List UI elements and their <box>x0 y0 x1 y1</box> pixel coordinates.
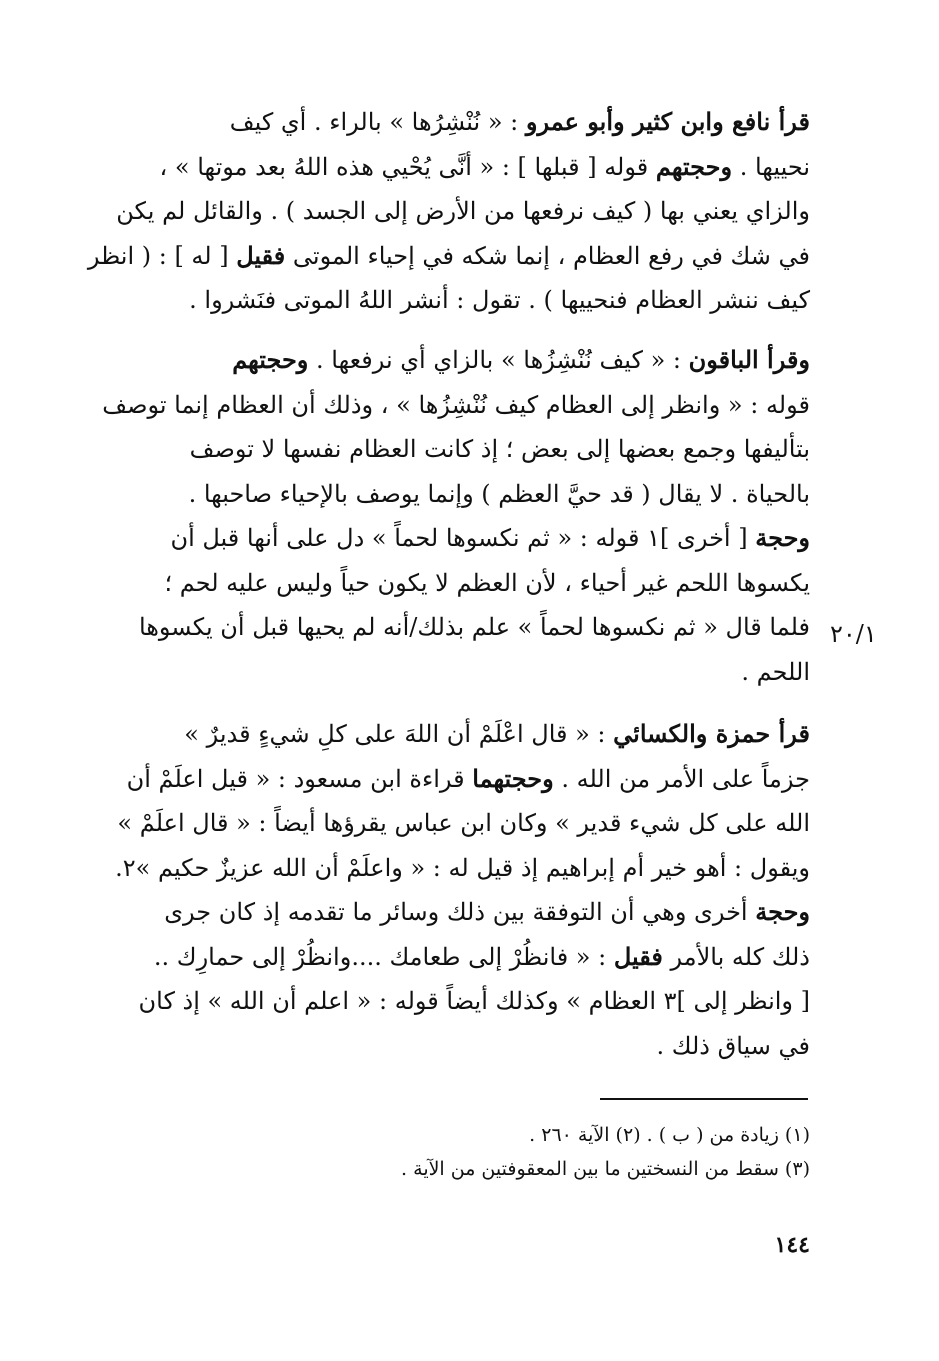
text-line <box>138 100 810 145</box>
footnotes <box>300 1118 810 1186</box>
manuscript-folio-reference: ٢٠/١ <box>830 620 877 648</box>
footnote-line-2: (٣) سقط من النسختين ما بين المعقوفتين من الآية . <box>401 1158 810 1180</box>
bold-keyword: فقيل <box>236 240 286 270</box>
text-segment: ذلك كله بالأمر <box>662 942 810 971</box>
text-segment: [ له ] : ( انظر <box>87 241 237 270</box>
text-line <box>138 712 810 757</box>
text-segment: [ وانظر إلى ]٣ العظام » وكذلك أيضاً قوله : « اعلم أن الله » إذ كان <box>138 987 810 1015</box>
text-segment: قوله [ قبلها ] : « أنَّى يُحْيي هذه اللهُ بعد موتها » ، <box>159 152 656 181</box>
text-line <box>138 516 810 561</box>
bold-keyword: وحجة <box>755 897 810 926</box>
text-line <box>115 846 810 891</box>
text-segment: قراءة ابن مسعود : « قيل اعلَمْ أن <box>126 764 473 793</box>
text-line <box>102 383 810 428</box>
bold-keyword: وحجتهم <box>655 151 733 181</box>
text-line <box>138 338 810 383</box>
text-segment: فلما قال « ثم نكسوها لحماً » علم بذلك/أنه لم يحيها قبل أن يكسوها <box>138 613 810 641</box>
bold-keyword: وحجة <box>755 523 810 552</box>
text-line <box>138 145 810 190</box>
text-segment: : « فانظُرْ إلى طعامك ....وانظُرْ إلى حمارِك .. <box>153 942 614 971</box>
text-segment: قوله : « وانظر إلى العظام كيف نُنْشِزُها » ، وذلك أن العظام إنما توصف <box>102 390 810 419</box>
text-segment: ويقول : أهو خير أم إبراهيم إذ قيل له : « واعلَمْ أن الله عزيزٌ حكيم »٢. <box>115 853 810 882</box>
text-line <box>138 1024 810 1069</box>
text-line <box>126 757 810 802</box>
text-segment: والزاي يعني بها ( كيف نرفعها من الأرض إلى الجسد ) . والقائل لم يكن <box>116 197 810 225</box>
bold-keyword: قرأ حمزة والكسائي <box>613 719 810 748</box>
text-segment: : « نُنْشِرُها » بالراء . أي كيف <box>229 108 526 136</box>
text-line <box>138 427 810 472</box>
text-segment: اللحم . <box>741 657 810 686</box>
text-line <box>138 605 810 650</box>
text-line <box>87 234 810 279</box>
text-segment: في سياق ذلك . <box>656 1031 810 1060</box>
text-segment: أخرى وهي أن التوفقة بين ذلك وسائر ما تقدمه إذ كان جرى <box>164 898 756 926</box>
text-segment: نحييها . <box>732 152 810 181</box>
paragraph-2 <box>102 338 810 694</box>
paragraph-1 <box>87 100 810 323</box>
bold-keyword: فقيل <box>613 941 663 971</box>
text-line <box>138 890 810 935</box>
text-segment: يكسوها اللحم غير أحياء ، لأن العظم لا يكون حياً وليس عليه لحم ؛ <box>164 568 810 597</box>
text-line <box>138 472 810 517</box>
text-segment: بتأليفها وجمع بعضها إلى بعض ؛ إذ كانت العظام نفسها لا توصف <box>189 435 810 463</box>
text-segment: : « كيف نُنْشِزُها » بالزاي أي نرفعها . <box>308 346 689 374</box>
text-line <box>138 979 810 1024</box>
bold-keyword: قرأ نافع وابن كثير وأبو عمرو <box>525 107 810 136</box>
footnote-line-1: (١) زيادة من ( ب ) . (٢) الآية ٢٦٠ . <box>529 1124 810 1146</box>
text-segment: كيف ننشر العظام فنحييها ) . تقول : أنشر اللهُ الموتى فنَشروا . <box>189 286 810 314</box>
text-line <box>138 278 810 323</box>
text-line <box>138 650 810 695</box>
text-line <box>117 801 810 846</box>
text-line <box>116 189 810 234</box>
paragraph-3 <box>115 712 810 1068</box>
text-segment: الله على كل شيء قدير » وكان ابن عباس يقرؤها أيضاً : « قال اعلَمْ » <box>117 809 810 837</box>
footnote-divider <box>600 1098 808 1100</box>
bold-keyword: وقرأ الباقون <box>688 345 810 374</box>
text-line <box>138 935 810 980</box>
text-line <box>138 561 810 606</box>
text-segment: : « قال اعْلَمْ أن اللهَ على كلِ شيءٍ قديرٌ » <box>184 720 614 748</box>
page-number: ١٤٤ <box>774 1232 810 1258</box>
bold-keyword: وحجتهم <box>232 345 309 374</box>
text-segment: في شك في رفع العظام ، إنما شكه في إحياء الموتى <box>285 241 810 270</box>
text-segment: بالحياة . لا يقال ( قد حيَّ العظم ) وإنما يوصف بالإحياء صاحبها . <box>188 479 810 508</box>
text-segment: [ أخرى ]١ قوله : « ثم نكسوها لحماً » دل على أنها قبل أن <box>170 524 756 552</box>
bold-keyword: وحجتهما <box>472 763 554 793</box>
text-segment: جزماً على الأمر من الله . <box>553 764 810 793</box>
